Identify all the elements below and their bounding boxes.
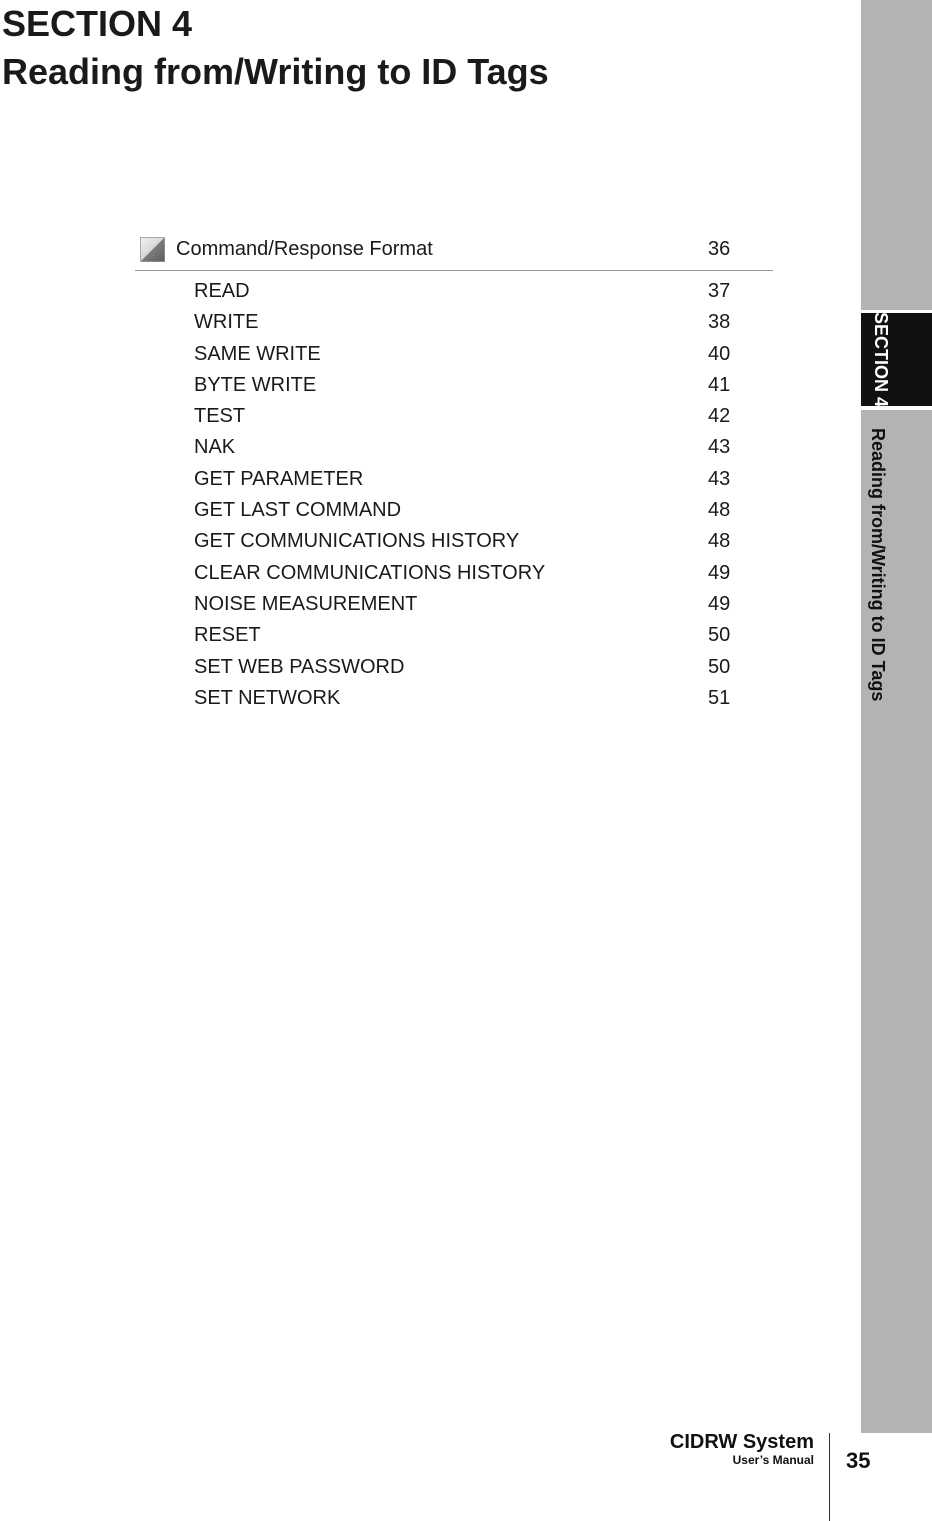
toc-item-label: NOISE MEASUREMENT	[194, 592, 418, 615]
toc-item-page: 50	[708, 655, 731, 678]
toc-item[interactable]	[135, 652, 773, 683]
toc-item-page: 48	[708, 499, 731, 522]
toc-item-label: SAME WRITE	[194, 342, 321, 365]
toc-item-page: 43	[708, 436, 731, 459]
section-title-text: Reading from/Writing to ID Tags	[2, 51, 549, 92]
toc-item[interactable]	[135, 620, 773, 651]
toc-item-page: 51	[708, 686, 731, 709]
toc-item[interactable]	[135, 432, 773, 463]
toc-item-label: GET COMMUNICATIONS HISTORY	[194, 530, 520, 553]
triangle-bullet-icon	[140, 237, 165, 262]
toc-item-page: 37	[708, 280, 731, 302]
toc-item[interactable]	[135, 370, 773, 401]
toc-item-page: 42	[708, 405, 731, 428]
toc-item-label: WRITE	[194, 311, 259, 334]
toc-item[interactable]	[135, 339, 773, 370]
toc-header-page: 36	[708, 238, 731, 260]
toc-header-label: Command/Response Format	[176, 238, 433, 260]
toc-item-label: READ	[194, 280, 250, 302]
table-of-contents	[135, 232, 773, 709]
toc-item-page: 43	[708, 467, 731, 490]
toc-item-page: 49	[708, 561, 731, 584]
toc-item[interactable]	[135, 276, 773, 307]
toc-item[interactable]	[135, 307, 773, 338]
toc-item[interactable]	[135, 558, 773, 589]
toc-item-label: NAK	[194, 436, 236, 459]
toc-item-label: GET PARAMETER	[194, 467, 364, 490]
toc-item-page: 41	[708, 373, 731, 396]
toc-item-label: GET LAST COMMAND	[194, 499, 402, 522]
toc-item-label: SET NETWORK	[194, 686, 341, 709]
toc-item-page: 40	[708, 342, 731, 365]
toc-item-label: CLEAR COMMUNICATIONS HISTORY	[194, 561, 546, 584]
toc-item[interactable]	[135, 495, 773, 526]
section-number: SECTION 4	[2, 3, 193, 44]
footer-divider	[829, 1433, 830, 1521]
side-tab-chapter-label: Reading from/Writing to ID Tags	[868, 428, 888, 702]
toc-item[interactable]	[135, 464, 773, 495]
toc-item[interactable]	[135, 683, 773, 714]
toc-item-page: 48	[708, 530, 731, 553]
toc-list	[135, 276, 773, 714]
toc-item-page: 38	[708, 311, 731, 334]
footer-manual-label: User’s Manual	[732, 1453, 814, 1467]
toc-item-page: 50	[708, 624, 731, 647]
footer-product-name: CIDRW System	[669, 1431, 814, 1453]
page-title	[2, 0, 549, 96]
toc-item[interactable]	[135, 526, 773, 557]
toc-item-label: SET WEB PASSWORD	[194, 655, 405, 678]
toc-item[interactable]	[135, 401, 773, 432]
toc-item[interactable]	[135, 589, 773, 620]
page-number: 35	[846, 1448, 871, 1473]
toc-item-page: 49	[708, 592, 731, 615]
toc-header-row[interactable]	[135, 232, 773, 271]
toc-item-label: TEST	[194, 405, 246, 428]
toc-item-label: RESET	[194, 624, 261, 647]
toc-item-label: BYTE WRITE	[194, 373, 317, 396]
side-tab-section-label: SECTION 4	[871, 312, 891, 408]
